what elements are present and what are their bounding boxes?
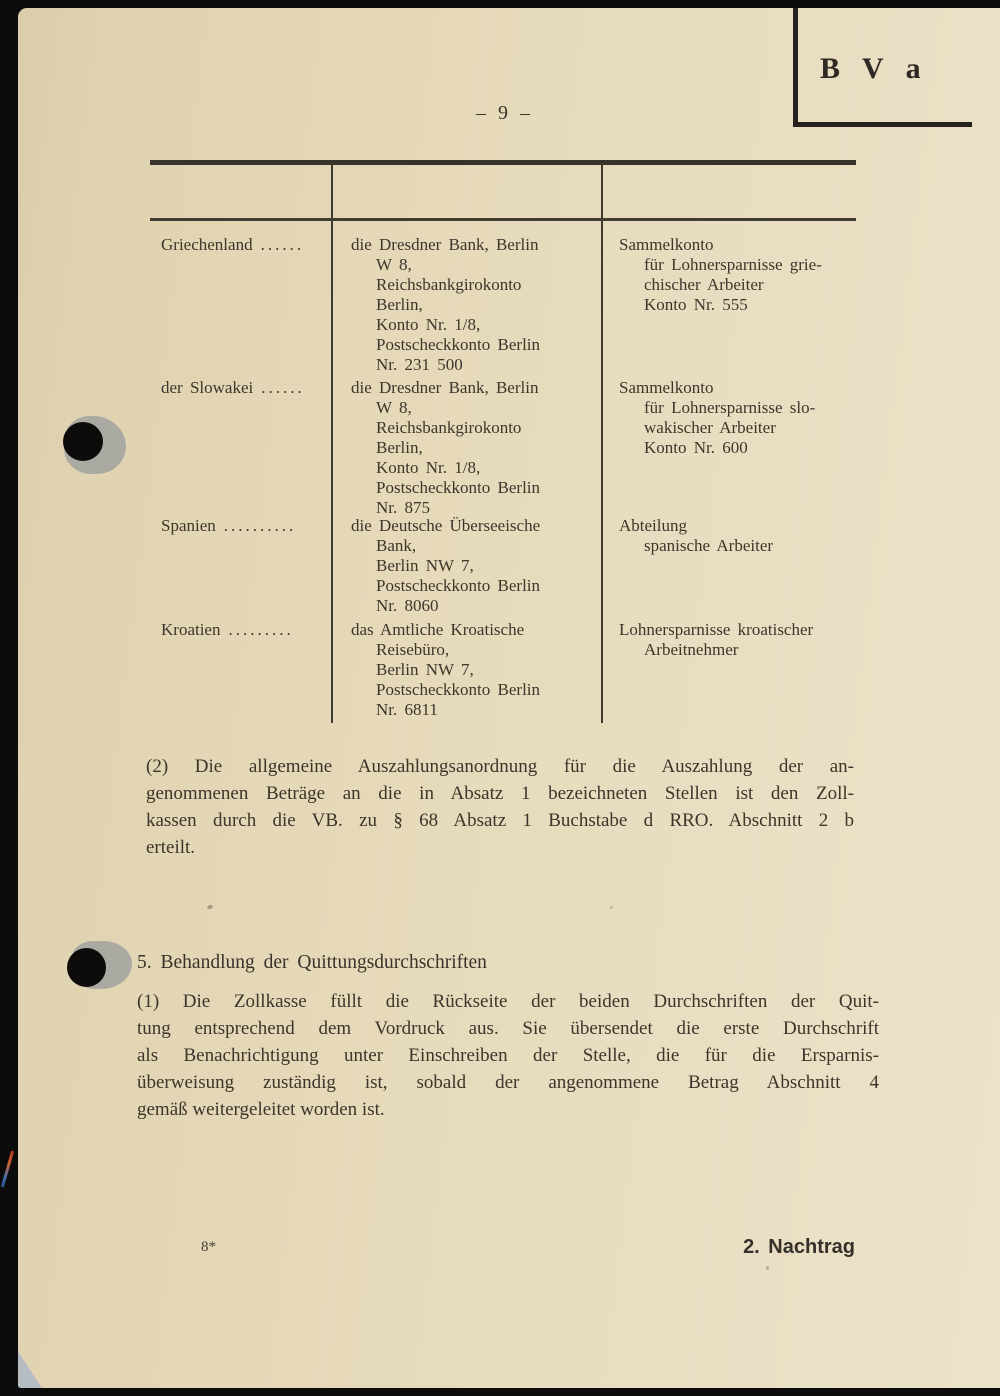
page-number: – 9 – [476,102,530,124]
account-cell: Sammelkonto für Lohnersparnisse slo- wakischer Arbeiter Konto Nr. 600 [619,378,816,457]
scan-edge-color-streak [1,1150,14,1187]
table-header-cell-account [603,165,856,218]
country-cell [150,617,333,723]
hole-punch [63,422,103,461]
supplement-note: 2. Nachtrag [743,1236,855,1258]
country-label: Kroatien [161,620,221,639]
payment-offices-table [150,160,856,723]
hole-punch [67,948,106,987]
classification-label: B V a [820,52,924,85]
country-label: der Slowakei [161,378,254,397]
bank-cell: die Deutsche Überseeische Bank, Berlin NW 7, Postscheckkonto Berlin Nr. 8060 [333,513,603,617]
table-row [150,617,856,723]
country-cell [150,375,333,518]
bank-cell: die Dresdner Bank, Berlin W 8, Reichsbankgirokonto Berlin, Konto Nr. 1/8, Postscheckkonto Berlin Nr. 231 500 [333,221,603,375]
leader-dots: ...... [260,235,305,254]
paragraph-1: (1) Die Zollkasse füllt die Rückseite der beiden Durchschriften der Quit- tung entsprechend dem Vordruck aus. Sie übersendet die erste Durchschrift als Benachrichtigung unter Einschreiben der Stelle, die für die Ersparnis- überweisung zuständig ist, sobald der angenommene Betrag Abschnitt 4 gemäß weitergeleitet worden ist. [137,991,879,1120]
table-header-cell-country [150,165,333,218]
bank-cell: das Amtliche Kroatische Reisebüro, Berlin NW 7, Postscheckkonto Berlin Nr. 6811 [333,617,603,723]
country-cell [150,221,333,375]
country-cell [150,513,333,617]
document-page [18,8,1000,1388]
paragraph-2: (2) Die allgemeine Auszahlungsanordnung für die Auszahlung der an- genommenen Beträge an die in Absatz 1 bezeichneten Stellen ist den Zoll- kassen durch die VB. zu § 68 Absatz 1 Buchstabe d RRO. Abschnitt 2 b erteilt. [146,756,854,858]
account-cell: Lohnersparnisse kroatischer Arbeitnehmer [619,620,814,659]
account-cell: Sammelkonto für Lohnersparnisse grie- chischer Arbeiter Konto Nr. 555 [619,235,822,314]
corner-wear-mark [18,1350,42,1388]
bank-cell: die Dresdner Bank, Berlin W 8, Reichsbankgirokonto Berlin, Konto Nr. 1/8, Postscheckkonto Berlin Nr. 875 [333,375,603,518]
leader-dots: ...... [261,378,305,397]
table-row [150,221,856,375]
paper-speck [610,906,613,909]
table-header-cell-bank [333,165,603,218]
paper-speck [766,1266,769,1270]
paper-speck [206,904,213,910]
country-label: Spanien [161,516,216,535]
table-header-row [150,165,856,218]
section-5-heading: 5. Behandlung der Quittungsdurchschriften [137,952,487,973]
table-row [150,375,856,517]
country-label: Griechenland [161,235,253,254]
table-row [150,513,856,617]
leader-dots: ......... [228,620,294,639]
leader-dots: .......... [223,516,297,535]
account-cell: Abteilung spanische Arbeiter [619,516,774,555]
signature-mark: 8* [201,1239,216,1255]
